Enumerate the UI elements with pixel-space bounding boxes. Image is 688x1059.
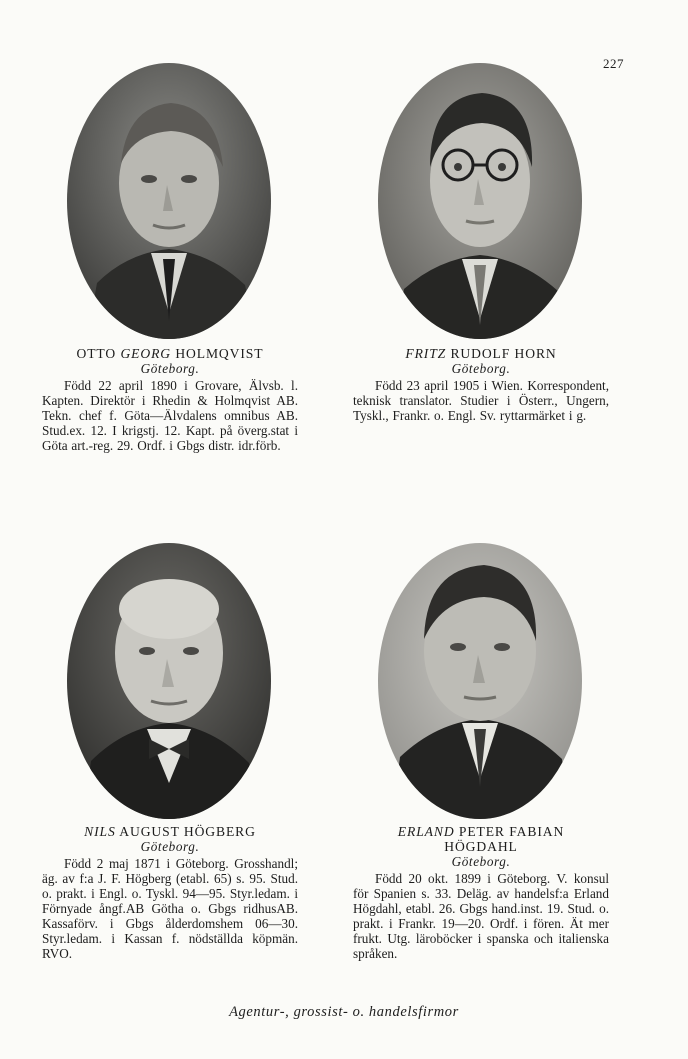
entry-name: FRITZ RUDOLF HORN <box>405 346 557 361</box>
entry-biography: Född 22 april 1890 i Grovare, Älvsb. l. Kapten. Direktör i Rhedin & Holmqvist AB. Tekn. chef f. Göta—Älvdalens omnibus AB. Stud.ex. 12. I krigstj. 12. Kapt. på överg.stat i Göta art.-reg. 29. Ordf. i Gbgs distr. idr.förb. <box>42 378 298 453</box>
entry-city: Göteborg. <box>451 854 511 869</box>
entry-holmqvist <box>42 346 298 453</box>
page-number: 227 <box>603 56 624 71</box>
portrait-holmqvist <box>67 63 271 339</box>
entry-biography: Född 2 maj 1871 i Göteborg. Grosshandl; äg. av f:a J. F. Högberg (etabl. 65) s. 95. Stud. o. prakt. i Engl. o. Tyskl. 94—95. Styr.ledam. i Förnyade ångf.AB Götha o. Gbgs ridhusAB. Kassaförv. i Gbgs ålderdomshem 06—30. Styr.ledam. i Kassan f. nödställda köpmän. RVO. <box>42 856 298 961</box>
entry-name: OTTO GEORG HOLMQVIST <box>76 346 264 361</box>
entry-biography: Född 20 okt. 1899 i Göteborg. V. konsul för Spanien s. 33. Deläg. av handelsf:a Erland Högdahl, etabl. 26. Gbgs hand.inst. 19. Stud. o. prakt. i Frankr. 19—20. Ordf. i fören. Ät mer frukt. Utg. läroböcker i spanska och italienska språken. <box>353 871 609 961</box>
portrait-hogdahl <box>378 543 582 819</box>
entry-city: Göteborg. <box>140 361 200 376</box>
entry-name: NILS AUGUST HÖGBERG <box>84 824 256 839</box>
portrait-horn <box>378 63 582 339</box>
portrait-hogdahl-image <box>378 543 582 819</box>
entry-hogdahl <box>353 824 609 961</box>
page-footer: Agentur-, grossist- o. handelsfirmor <box>229 1004 459 1020</box>
portrait-hogberg <box>67 543 271 819</box>
entry-city: Göteborg. <box>451 361 511 376</box>
entry-hogberg <box>42 824 298 961</box>
entry-city: Göteborg. <box>140 839 200 854</box>
entry-name-continued: HÖGDAHL <box>444 839 518 854</box>
entry-horn <box>353 346 609 423</box>
portrait-horn-image <box>378 63 582 339</box>
portrait-hogberg-image <box>67 543 271 819</box>
portrait-holmqvist-image <box>67 63 271 339</box>
entry-biography: Född 23 april 1905 i Wien. Korrespondent, teknisk translator. Studier i Österr., Ungern, Tyskl., Frankr. o. Engl. Sv. ryttarmärket i g. <box>353 378 609 423</box>
entry-name: ERLAND PETER FABIAN <box>397 824 565 839</box>
